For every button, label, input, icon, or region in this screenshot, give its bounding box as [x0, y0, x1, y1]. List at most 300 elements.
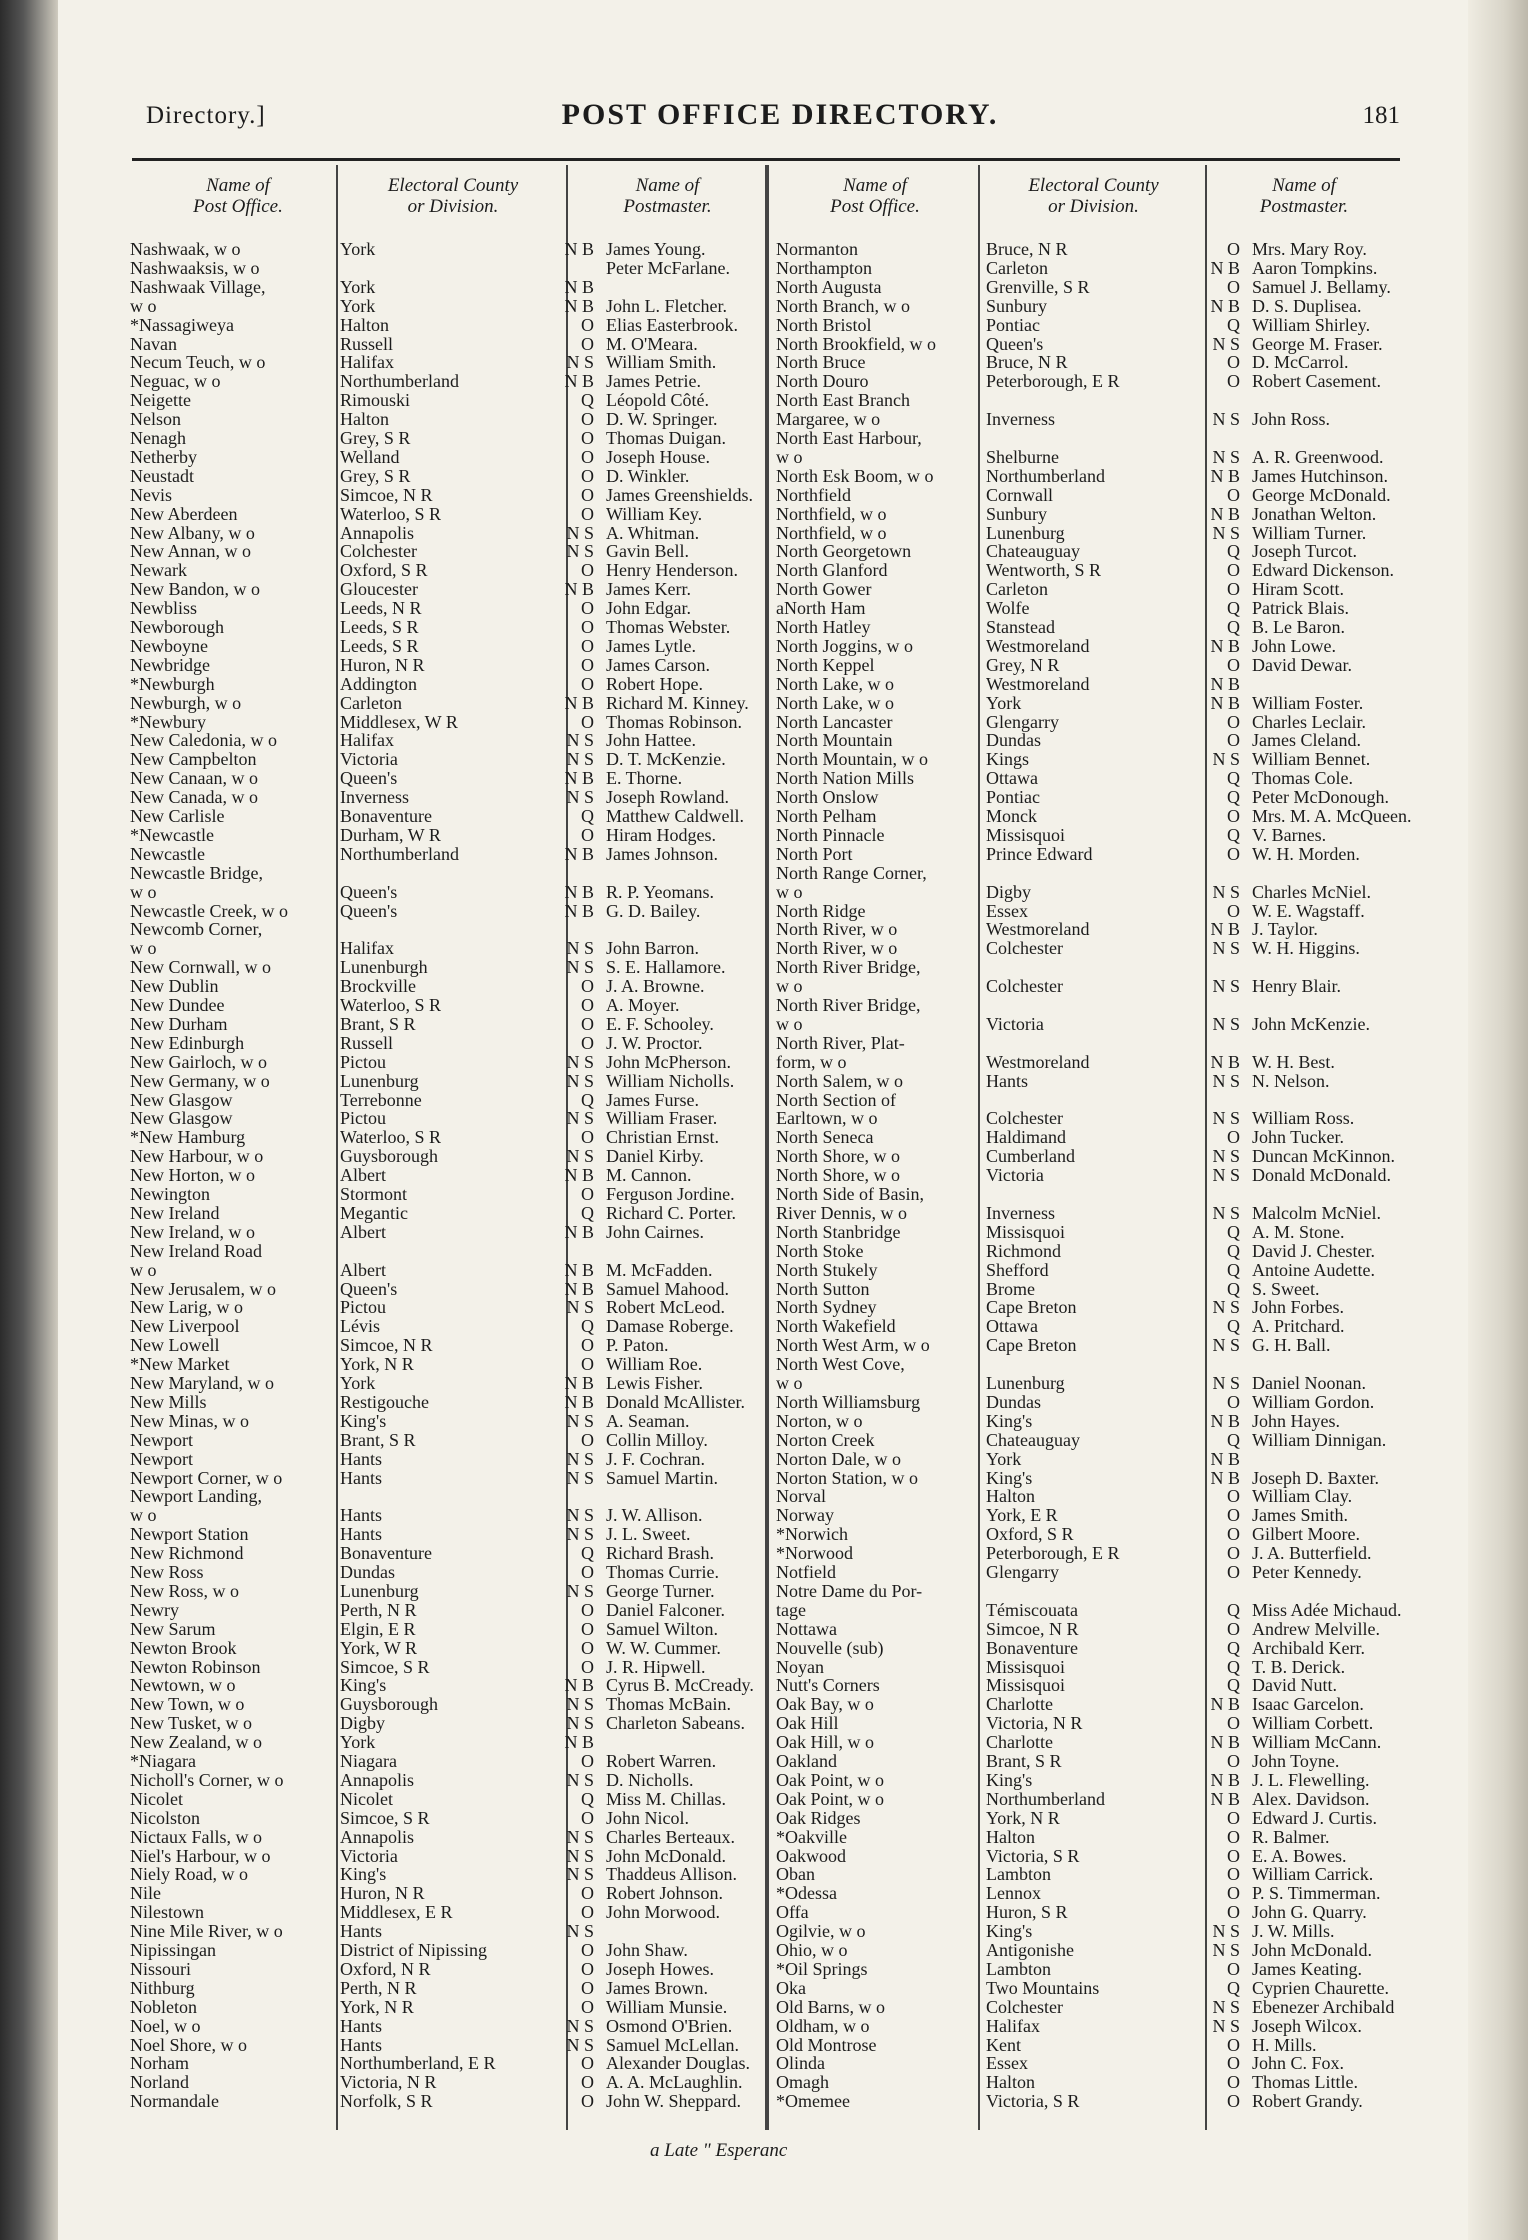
- post-office-name: Nilestown: [130, 1902, 204, 1923]
- province-code: O: [1227, 2072, 1240, 2093]
- directory-entry: [776, 1128, 1406, 1147]
- postmaster-name: M. McFadden.: [606, 1259, 713, 1280]
- electoral-division: Lennox: [986, 1883, 1041, 1904]
- postmaster-name: John L. Fletcher.: [606, 295, 727, 316]
- postmaster-name: William Roe.: [606, 1354, 703, 1375]
- electoral-division: Simcoe, S R: [340, 1807, 430, 1828]
- directory-entry: [130, 1506, 760, 1525]
- province-code: N S: [566, 787, 594, 808]
- electoral-division: Restigouche: [340, 1391, 429, 1412]
- province-code: O: [1227, 1958, 1240, 1979]
- electoral-division: Westmoreland: [986, 1051, 1090, 1072]
- postmaster-name: E. Thorne.: [606, 768, 683, 789]
- electoral-division: Carleton: [986, 257, 1048, 278]
- electoral-division: York: [340, 276, 376, 297]
- postmaster-name: A. Whitman.: [606, 522, 700, 543]
- province-code: N B: [1210, 1467, 1240, 1488]
- province-code: N S: [566, 1769, 594, 1790]
- directory-entry: [776, 1941, 1406, 1960]
- province-code: Q: [1227, 1221, 1240, 1242]
- province-code: Q: [1227, 1429, 1240, 1450]
- postmaster-name: William Shirley.: [1252, 314, 1371, 335]
- directory-entry: [776, 1261, 1406, 1280]
- province-code: N B: [1210, 465, 1240, 486]
- electoral-division: Bruce, N R: [986, 352, 1068, 373]
- post-office-name: North River Bridge,: [776, 995, 921, 1015]
- electoral-division: Waterloo, S R: [340, 1127, 442, 1148]
- electoral-division: Northumberland: [986, 1788, 1105, 1809]
- directory-entry: [130, 1733, 760, 1752]
- province-code: N S: [566, 541, 594, 562]
- province-code: Q: [581, 390, 594, 411]
- directory-entry: [776, 996, 1406, 1015]
- postmaster-name: W. H. Morden.: [1252, 843, 1360, 864]
- directory-entry: [130, 1469, 760, 1488]
- post-office-name: North Ridge: [776, 900, 866, 921]
- directory-entry: [130, 316, 760, 335]
- province-code: O: [1227, 1883, 1240, 1904]
- province-code: O: [1227, 654, 1240, 675]
- electoral-division: Sunbury: [986, 503, 1048, 524]
- post-office-name: North Nation Mills: [776, 768, 914, 789]
- postmaster-name: William Bennet.: [1252, 749, 1371, 770]
- postmaster-name: Joseph Rowland.: [606, 787, 729, 808]
- province-code: Q: [1227, 617, 1240, 637]
- directory-entry: [776, 2073, 1406, 2092]
- post-office-name: Oban: [776, 1864, 815, 1885]
- directory-entry: [130, 694, 760, 713]
- directory-entry: [776, 1280, 1406, 1299]
- province-code: N S: [566, 1146, 594, 1167]
- electoral-division: Hants: [340, 2015, 382, 2036]
- province-code: O: [581, 503, 594, 524]
- electoral-division: Annapolis: [340, 1826, 414, 1847]
- electoral-division: Charlotte: [986, 1694, 1053, 1715]
- post-office-name: North Hatley: [776, 617, 871, 637]
- electoral-division: Simcoe, N R: [986, 1618, 1079, 1639]
- province-code: N S: [566, 1845, 594, 1866]
- post-office-name: Nouvelle (sub): [776, 1637, 884, 1658]
- post-office-name: Normanton: [776, 239, 858, 259]
- postmaster-name: Richard Brash.: [606, 1543, 714, 1564]
- directory-entry: [776, 278, 1406, 297]
- electoral-division: Hants: [340, 1505, 382, 1526]
- directory-entry: [776, 1809, 1406, 1828]
- directory-entry: [130, 1922, 760, 1941]
- electoral-division: Nicolet: [340, 1788, 393, 1809]
- province-code: N S: [1212, 1335, 1240, 1356]
- postmaster-name: Thomas McBain.: [606, 1694, 731, 1715]
- directory-entry: [776, 1979, 1406, 1998]
- postmaster-name: N. Nelson.: [1252, 1070, 1330, 1091]
- electoral-division: Simcoe, S R: [340, 1656, 430, 1677]
- electoral-division: York: [986, 692, 1022, 713]
- directory-entry: [776, 675, 1406, 694]
- electoral-division: Brant, S R: [340, 1429, 416, 1450]
- electoral-division: Lunenburg: [340, 1580, 419, 1601]
- postmaster-name: Matthew Caldwell.: [606, 806, 744, 826]
- postmaster-name: Charleton Sabeans.: [606, 1713, 745, 1734]
- post-office-name: New Gairloch, w o: [130, 1051, 267, 1072]
- postmaster-name: Peter Kennedy.: [1252, 1562, 1362, 1582]
- directory-entry: [130, 1185, 760, 1204]
- province-code: O: [1227, 579, 1240, 600]
- postmaster-name: Samuel Martin.: [606, 1467, 718, 1488]
- post-office-name: Nictaux Falls, w o: [130, 1826, 262, 1847]
- directory-entry: [130, 1431, 760, 1450]
- directory-entry: [130, 1865, 760, 1884]
- electoral-division: Westmoreland: [986, 673, 1090, 694]
- electoral-division: Lambton: [986, 1958, 1051, 1979]
- directory-entry: [130, 1053, 760, 1072]
- postmaster-name: A. M. Stone.: [1252, 1221, 1345, 1242]
- directory-entry: [130, 977, 760, 996]
- post-office-name: Nicolet: [130, 1788, 183, 1809]
- province-code: N S: [566, 749, 594, 770]
- post-office-name: New Campbelton: [130, 749, 257, 770]
- directory-entry: [776, 353, 1406, 372]
- directory-entry: [130, 2054, 760, 2073]
- electoral-division: Two Mountains: [986, 1977, 1100, 1998]
- province-code: O: [1227, 1618, 1240, 1639]
- postmaster-name: William Ross.: [1252, 1108, 1355, 1129]
- electoral-division: York, N R: [340, 1354, 414, 1375]
- postmaster-name: Thomas Little.: [1252, 2072, 1358, 2093]
- electoral-division: Halton: [340, 409, 389, 430]
- postmaster-name: Robert Warren.: [606, 1751, 717, 1771]
- post-office-name: Notre Dame du Por-: [776, 1580, 923, 1601]
- directory-entry: [776, 1733, 1406, 1752]
- postmaster-name: John Nicol.: [606, 1807, 689, 1828]
- post-office-name: North Pelham: [776, 806, 877, 826]
- province-code: O: [1227, 484, 1240, 505]
- directory-entry: [130, 1828, 760, 1847]
- directory-entry: [776, 1771, 1406, 1790]
- post-office-name: North Pinnacle: [776, 824, 885, 845]
- postmaster-name: Thaddeus Allison.: [606, 1864, 737, 1885]
- post-office-name: New Canada, w o: [130, 787, 258, 808]
- province-code: N S: [566, 1713, 594, 1734]
- directory-entry: [130, 353, 760, 372]
- postmaster-name: Alexander Douglas.: [606, 2053, 750, 2074]
- post-office-name: tage: [776, 1599, 806, 1620]
- directory-entry: [130, 1204, 760, 1223]
- province-code: O: [581, 1354, 594, 1375]
- electoral-division: Brant, S R: [986, 1751, 1062, 1771]
- electoral-division: Bruce, N R: [986, 239, 1068, 259]
- postmaster-name: Osmond O'Brien.: [606, 2015, 733, 2036]
- province-code: N B: [564, 1373, 594, 1393]
- directory-entry: [130, 1147, 760, 1166]
- post-office-name: North Keppel: [776, 654, 875, 675]
- directory-entry: [130, 958, 760, 977]
- postmaster-name: John Hattee.: [606, 730, 696, 751]
- postmaster-name: Thomas Webster.: [606, 617, 731, 637]
- directory-entry: [130, 259, 760, 278]
- electoral-division: Kings: [986, 749, 1030, 770]
- directory-entry: [776, 1147, 1406, 1166]
- post-office-name: Neigette: [130, 390, 191, 411]
- province-code: N B: [564, 579, 594, 600]
- postmaster-name: Ebenezer Archibald: [1252, 1996, 1395, 2017]
- postmaster-name: Daniel Falconer.: [606, 1599, 725, 1620]
- province-code: O: [1227, 560, 1240, 581]
- electoral-division: Missisquoi: [986, 1221, 1066, 1242]
- post-office-name: North Lake, w o: [776, 692, 894, 713]
- province-code: O: [581, 465, 594, 486]
- electoral-division: York: [340, 1373, 376, 1393]
- postmaster-name: D. McCarrol.: [1252, 352, 1349, 373]
- post-office-name: Oak Point, w o: [776, 1788, 884, 1809]
- province-code: Q: [1227, 1316, 1240, 1337]
- province-code: N B: [1210, 919, 1240, 940]
- post-office-name: New Sarum: [130, 1618, 216, 1639]
- post-office-name: River Dennis, w o: [776, 1202, 907, 1223]
- electoral-division: Pictou: [340, 1108, 387, 1129]
- directory-entry: [776, 731, 1406, 750]
- directory-entry: [776, 939, 1406, 958]
- post-office-name: North Wakefield: [776, 1316, 896, 1337]
- post-office-name: Newport Landing,: [130, 1486, 262, 1507]
- post-office-name: w o: [130, 1259, 157, 1280]
- electoral-division: Norfolk, S R: [340, 2091, 433, 2112]
- directory-entry: [130, 788, 760, 807]
- directory-entry: [130, 2092, 760, 2111]
- postmaster-name: Andrew Melville.: [1252, 1618, 1380, 1639]
- directory-entry: [130, 1298, 760, 1317]
- post-office-name: New Liverpool: [130, 1316, 240, 1337]
- electoral-division: Inverness: [986, 1202, 1055, 1223]
- directory-entry: [776, 1828, 1406, 1847]
- postmaster-name: James Cleland.: [1252, 730, 1361, 751]
- directory-entry: [776, 1847, 1406, 1866]
- directory-entry: [130, 561, 760, 580]
- electoral-division: Leeds, S R: [340, 635, 419, 656]
- province-code: N S: [566, 2015, 594, 2036]
- postmaster-name: J. F. Cochran.: [606, 1448, 706, 1469]
- electoral-division: Leeds, N R: [340, 598, 422, 619]
- province-code: N S: [1212, 446, 1240, 467]
- province-code: N B: [1210, 1769, 1240, 1790]
- province-code: O: [1227, 1751, 1240, 1771]
- post-office-name: Nine Mile River, w o: [130, 1921, 283, 1942]
- postmaster-name: P. S. Timmerman.: [1252, 1883, 1381, 1904]
- postmaster-name: John G. Quarry.: [1252, 1902, 1367, 1923]
- postmaster-name: J. W. Allison.: [606, 1505, 703, 1526]
- province-code: N B: [1210, 1694, 1240, 1715]
- province-code: Q: [1227, 787, 1240, 808]
- directory-entry: [776, 316, 1406, 335]
- directory-entry: [130, 1109, 760, 1128]
- directory-entry: [776, 845, 1406, 864]
- post-office-name: Nutt's Corners: [776, 1675, 880, 1696]
- province-code: N B: [564, 768, 594, 789]
- province-code: N S: [566, 1070, 594, 1091]
- province-code: O: [581, 1751, 594, 1771]
- province-code: O: [1227, 2091, 1240, 2112]
- postmaster-name: Joseph Howes.: [606, 1958, 714, 1979]
- postmaster-name: Patrick Blais.: [1252, 598, 1349, 619]
- electoral-division: York: [986, 1448, 1022, 1469]
- postmaster-name: Isaac Garcelon.: [1252, 1694, 1364, 1715]
- province-code: O: [1227, 1713, 1240, 1734]
- province-code: O: [1227, 1543, 1240, 1564]
- post-office-name: North River, Plat-: [776, 1032, 905, 1053]
- electoral-division: Wolfe: [986, 598, 1030, 619]
- directory-entry: [130, 1903, 760, 1922]
- directory-entry: [776, 864, 1406, 883]
- electoral-division: Ottawa: [986, 768, 1038, 789]
- directory-entry: [776, 542, 1406, 561]
- post-office-name: North Bristol: [776, 314, 872, 335]
- province-code: N S: [566, 1467, 594, 1488]
- electoral-division: King's: [986, 1921, 1033, 1942]
- postmaster-name: William Gordon.: [1252, 1391, 1375, 1412]
- province-code: N S: [1212, 938, 1240, 959]
- postmaster-name: Donald McDonald.: [1252, 1165, 1391, 1186]
- directory-entry: [776, 1752, 1406, 1771]
- electoral-division: Inverness: [986, 409, 1055, 430]
- post-office-name: North East Branch: [776, 390, 910, 411]
- postmaster-name: John Shaw.: [606, 1940, 688, 1960]
- postmaster-name: Thomas Cole.: [1252, 768, 1353, 789]
- postmaster-name: John C. Fox.: [1252, 2053, 1345, 2074]
- electoral-division: Grenville, S R: [986, 276, 1090, 297]
- post-office-name: New Maryland, w o: [130, 1373, 274, 1393]
- electoral-division: Hants: [340, 1524, 382, 1545]
- electoral-division: Dundas: [340, 1562, 395, 1582]
- province-code: O: [1227, 1845, 1240, 1866]
- directory-entry: [776, 372, 1406, 391]
- directory-entry: [130, 1941, 760, 1960]
- directory-entry: [130, 1393, 760, 1412]
- postmaster-name: Joseph D. Baxter.: [1252, 1467, 1379, 1488]
- post-office-name: Nile: [130, 1883, 161, 1904]
- postmaster-name: William McCann.: [1252, 1732, 1382, 1753]
- province-code: O: [581, 1127, 594, 1148]
- electoral-division: Brome: [986, 1278, 1035, 1299]
- header-title: POST OFFICE DIRECTORY.: [561, 98, 999, 131]
- postmaster-name: George Turner.: [606, 1580, 715, 1601]
- header-post-office-left: Name of Post Office.: [193, 175, 283, 217]
- postmaster-name: W. W. Cummer.: [606, 1637, 721, 1658]
- electoral-division: Lunenburg: [986, 522, 1065, 543]
- post-office-name: North Gower: [776, 579, 872, 600]
- directory-entry: [776, 1431, 1406, 1450]
- post-office-name: North Esk Boom, w o: [776, 465, 934, 486]
- directory-entry: [776, 2017, 1406, 2036]
- directory-entry: [130, 429, 760, 448]
- postmaster-name: Edward J. Curtis.: [1252, 1807, 1377, 1828]
- directory-entry: [130, 240, 760, 259]
- post-office-name: New Carlisle: [130, 806, 225, 826]
- electoral-division: Victoria, S R: [986, 2091, 1080, 2112]
- electoral-division: Colchester: [986, 1108, 1063, 1129]
- post-office-name: North Stanbridge: [776, 1221, 901, 1242]
- header-electoral-left: Electoral County or Division.: [387, 175, 519, 217]
- province-code: N B: [564, 1278, 594, 1299]
- post-office-name: Omagh: [776, 2072, 829, 2093]
- post-office-name: Newport Station: [130, 1524, 249, 1545]
- province-code: N S: [566, 1448, 594, 1469]
- province-code: Q: [581, 1316, 594, 1337]
- postmaster-name: David Nutt.: [1252, 1675, 1337, 1696]
- electoral-division: Annapolis: [340, 522, 414, 543]
- province-code: O: [1227, 900, 1240, 921]
- post-office-name: North Douro: [776, 371, 869, 392]
- directory-entry: [776, 977, 1406, 996]
- postmaster-name: Malcolm McNiel.: [1252, 1202, 1381, 1223]
- post-office-name: North Georgetown: [776, 541, 912, 562]
- electoral-division: Grey, S R: [340, 428, 411, 448]
- province-code: O: [581, 1184, 594, 1204]
- directory-entry: [776, 1185, 1406, 1204]
- directory-entry: [776, 1317, 1406, 1336]
- electoral-division: Welland: [340, 446, 400, 467]
- postmaster-name: John W. Sheppard.: [606, 2091, 741, 2112]
- post-office-name: *Niagara: [130, 1751, 196, 1771]
- province-code: N B: [564, 295, 594, 316]
- postmaster-name: William Nicholls.: [606, 1070, 735, 1091]
- electoral-division: Durham, W R: [340, 824, 441, 845]
- directory-entry: [776, 561, 1406, 580]
- post-office-name: Norland: [130, 2072, 189, 2093]
- postmaster-name: R. Balmer.: [1252, 1826, 1330, 1847]
- electoral-division: Queen's: [340, 900, 398, 921]
- electoral-division: Lunenburg: [986, 1373, 1065, 1393]
- province-code: O: [581, 409, 594, 430]
- electoral-division: Queen's: [340, 881, 398, 902]
- electoral-division: Sunbury: [986, 295, 1048, 316]
- directory-entry: [776, 1676, 1406, 1695]
- post-office-name: North Glanford: [776, 560, 888, 581]
- electoral-division: York, W R: [340, 1637, 418, 1658]
- post-office-name: Norval: [776, 1486, 826, 1507]
- province-code: O: [581, 635, 594, 656]
- electoral-division: Westmoreland: [986, 635, 1090, 656]
- province-code: O: [1227, 806, 1240, 826]
- electoral-division: Northumberland: [340, 371, 459, 392]
- directory-entry: [130, 1771, 760, 1790]
- directory-entry: [776, 1506, 1406, 1525]
- post-office-name: Noyan: [776, 1656, 824, 1677]
- electoral-division: King's: [986, 1467, 1033, 1488]
- directory-entry: [776, 2092, 1406, 2111]
- province-code: Q: [581, 1089, 594, 1110]
- province-code: O: [1227, 1127, 1240, 1148]
- province-code: O: [1227, 2034, 1240, 2055]
- directory-entry: [130, 1847, 760, 1866]
- postmaster-name: John Barron.: [606, 938, 699, 959]
- directory-entry: [130, 675, 760, 694]
- electoral-division: Bonaventure: [340, 806, 432, 826]
- electoral-division: Haldimand: [986, 1127, 1066, 1148]
- province-code: N S: [566, 1297, 594, 1318]
- post-office-name: New Canaan, w o: [130, 768, 258, 789]
- province-code: N B: [564, 881, 594, 902]
- directory-entry: [130, 410, 760, 429]
- post-office-name: w o: [130, 1505, 157, 1526]
- post-office-name: North Stoke: [776, 1240, 864, 1261]
- directory-entry: [776, 788, 1406, 807]
- postmaster-name: William Clay.: [1252, 1486, 1353, 1507]
- directory-entry: [130, 372, 760, 391]
- post-office-name: Newington: [130, 1184, 210, 1204]
- province-code: N B: [1210, 503, 1240, 524]
- province-code: O: [581, 1599, 594, 1620]
- directory-entry: [130, 1714, 760, 1733]
- directory-entry: [130, 1979, 760, 1998]
